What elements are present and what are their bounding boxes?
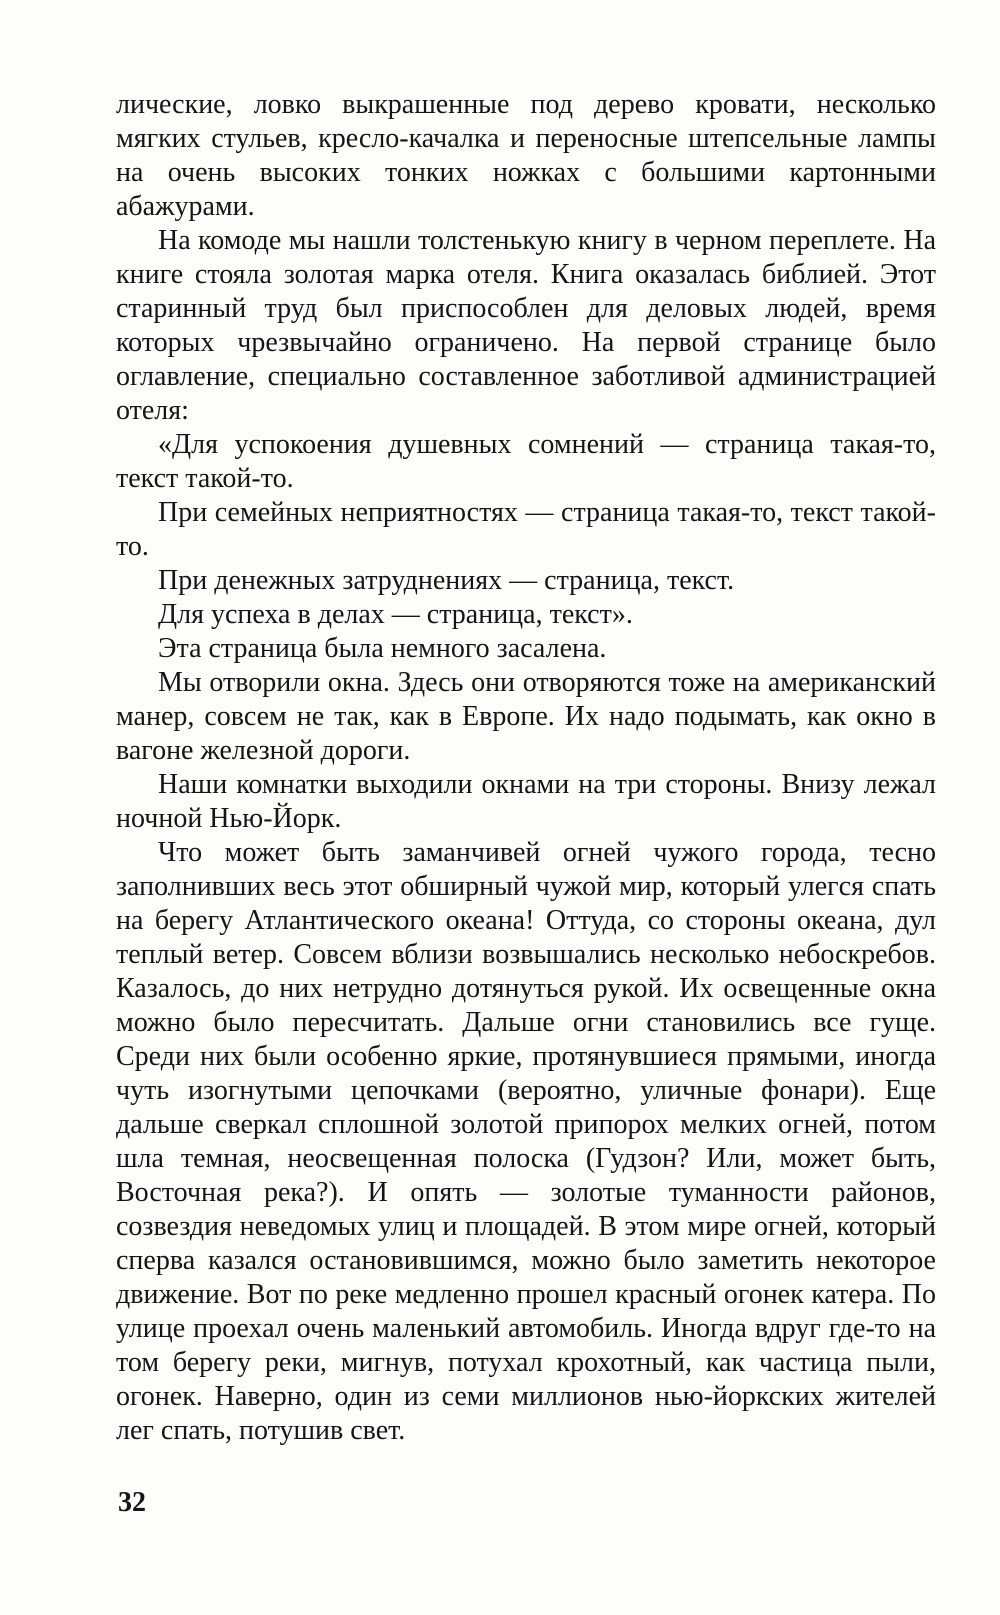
paragraph-3: «Для успокоения душевных сомнений — страница такая-то, текст такой-то. bbox=[116, 429, 936, 494]
paragraph-8: Мы отворили окна. Здесь они отворяются тоже на американский манер, совсем не так, как в Европе. Их надо подымать, как окно в вагоне железной дороги. bbox=[116, 667, 936, 766]
paragraph-6: Для успеха в делах — страница, текст». bbox=[158, 599, 633, 630]
body-text bbox=[116, 88, 936, 1448]
paragraph-1: лические, ловко выкрашенные под дерево кровати, несколько мягких стульев, кресло-качалка и переносные штепсельные лампы на очень высоких тонких ножках с большими картонными абажурами. bbox=[116, 89, 936, 222]
paragraph-4: При семейных неприятностях — страница такая-то, текст такой-то. bbox=[116, 497, 936, 562]
paragraph-9: Наши комнатки выходили окнами на три стороны. Внизу лежал ночной Нью-Йорк. bbox=[116, 769, 936, 834]
page-number: 32 bbox=[118, 1487, 146, 1518]
paragraph-2: На комоде мы нашли толстенькую книгу в черном переплете. На книге стояла золотая марка отеля. Книга оказалась библией. Этот старинный труд был приспособлен для деловых людей, время которых чрезвычайно ограничено. На первой странице было оглавление, специально составленное заботливой администрацией отеля: bbox=[116, 225, 936, 426]
paragraph-7: Эта страница была немного засалена. bbox=[158, 633, 607, 664]
paragraph-10: Что может быть заманчивей огней чужого города, тесно заполнивших весь этот обширный чужой мир, который улегся спать на берегу Атлантического океана! Оттуда, со стороны океана, дул теплый ветер. Совсем вблизи возвышались несколько небоскребов. Казалось, до них нетрудно дотянуться рукой. Их освещенные окна можно было пересчитать. Дальше огни становились все гуще. Среди них были особенно яркие, протянувшиеся прямыми, иногда чуть изогнутыми цепочками (вероятно, уличные фонари). Еще дальше сверкал сплошной золотой припорох мелких огней, потом шла темная, неосвещенная полоска (Гудзон? Или, может быть, Восточная река?). И опять — золотые туманности районов, созвездия неведомых улиц и площадей. В этом мире огней, который сперва казался остановившимся, можно было заметить некоторое движение. Вот по реке медленно прошел красный огонек катера. По улице проехал очень маленький автомобиль. Иногда вдруг где-то на том берегу реки, мигнув, потухал крохотный, как частица пыли, огонек. Наверно, один из семи миллионов нью-йоркских жителей лег спать, потушив свет. bbox=[116, 837, 936, 1446]
paragraph-5: При денежных затруднениях — страница, текст. bbox=[158, 565, 735, 596]
